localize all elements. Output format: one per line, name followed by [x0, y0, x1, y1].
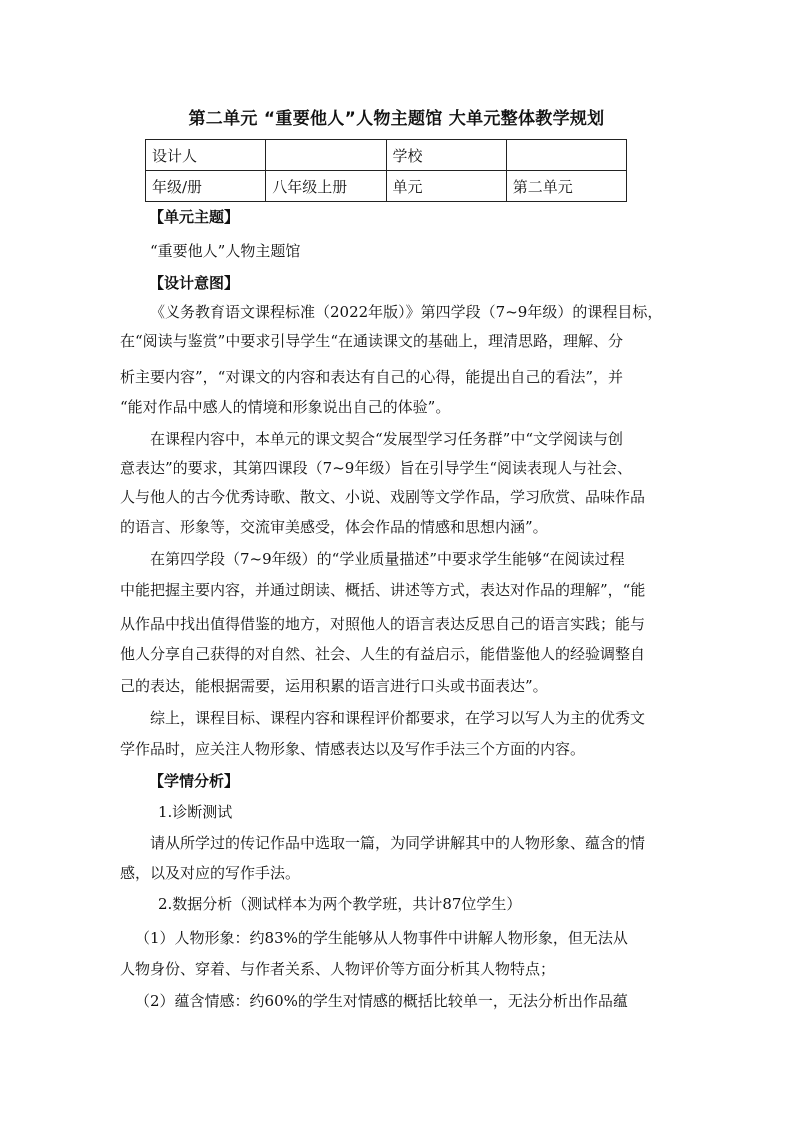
paragraph-line: （1）人物形象：约83%的学生能够从人物事件中讲解人物形象，但无法从	[135, 929, 628, 947]
unit-theme-heading: 【单元主题】	[149, 208, 240, 226]
paragraph-line: 意表达”的要求，其第四课段（7~9年级）旨在引导学生“阅读表现人与社会、	[120, 459, 632, 477]
table-cell	[266, 140, 386, 171]
paragraph-line: 中能把握主要内容，并通过朗读、概括、讲述等方式，表达对作品的理解”，“能	[120, 581, 646, 599]
paragraph-line: 人物身份、穿着、与作者关系、人物评价等方面分析其人物特点；	[120, 960, 556, 978]
table-row	[146, 140, 627, 171]
paragraph-line: 他人分享自己获得的对自然、社会、人生的有益启示，能借鉴他人的经验调整自	[120, 645, 646, 663]
paragraph-line: 请从所学过的传记作品中选取一篇，为同学讲解其中的人物形象、蕴含的情	[150, 834, 646, 852]
analysis-item-title: 1.诊断测试	[158, 803, 233, 821]
table-cell: 学校	[386, 140, 506, 171]
paragraph-line: “能对作品中感人的情境和形象说出自己的体验”。	[120, 398, 451, 416]
table-cell: 设计人	[146, 140, 266, 171]
paragraph-line: （2）蕴含情感：约60%的学生对情感的概括比较单一，无法分析出作品蕴	[135, 992, 628, 1010]
analysis-item-title: 2.数据分析（测试样本为两个教学班，共计87位学生）	[158, 895, 522, 913]
paragraph-line: 人与他人的古今优秀诗歌、散文、小说、戏剧等文学作品，学习欣赏、品味作品	[120, 488, 646, 506]
paragraph-line: 析主要内容”，“对课文的内容和表达有自己的心得，能提出自己的看法”，并	[120, 368, 624, 386]
info-table	[145, 139, 627, 202]
paragraph-line: 在“阅读与鉴赏”中要求引导学生“在通读课文的基础上，理清思路，理解、分	[120, 332, 624, 350]
paragraph-line: 在课程内容中，本单元的课文契合“发展型学习任务群”中“文学阅读与创	[150, 430, 624, 448]
unit-theme-text: “重要他人”人物主题馆	[150, 242, 301, 260]
paragraph-line: 综上，课程目标、课程内容和课程评价都要求，在学习以写人为主的优秀文	[150, 709, 646, 727]
paragraph-line: 己的表达，能根据需要，运用积累的语言进行口头或书面表达”。	[120, 677, 548, 695]
paragraph-line: 在第四学段（7~9年级）的“学业质量描述”中要求学生能够“在阅读过程	[150, 550, 625, 568]
paragraph-line: 从作品中找出值得借鉴的地方，对照他人的语言表达反思自己的语言实践；能与	[120, 615, 646, 633]
page-title: 第二单元 “重要他人”人物主题馆 大单元整体教学规划	[188, 109, 605, 129]
table-cell	[506, 140, 626, 171]
paragraph-line: 《义务教育语文课程标准（2022年版）》第四学段（7~9年级）的课程目标，	[150, 303, 663, 321]
paragraph-line: 学作品时，应关注人物形象、情感表达以及写作手法三个方面的内容。	[120, 740, 586, 758]
paragraph-line: 的语言、形象等，交流审美感受，体会作品的情感和思想内涵”。	[120, 518, 548, 536]
paragraph-line: 感，以及对应的写作手法。	[120, 864, 301, 882]
analysis-heading: 【学情分析】	[149, 772, 240, 790]
design-intent-heading: 【设计意图】	[149, 274, 240, 292]
table-row	[146, 171, 627, 202]
table-cell: 单元	[386, 171, 506, 202]
table-cell: 年级/册	[146, 171, 266, 202]
table-cell: 第二单元	[506, 171, 626, 202]
table-cell: 八年级上册	[266, 171, 386, 202]
